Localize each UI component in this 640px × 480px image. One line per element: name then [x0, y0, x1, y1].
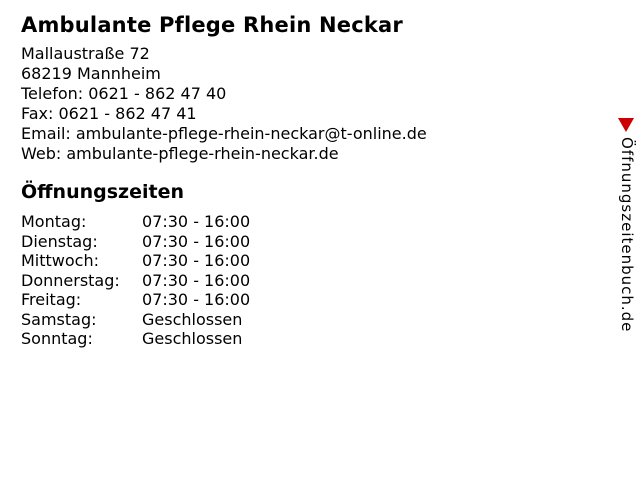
address-city-line: 68219 Mannheim	[21, 64, 161, 83]
hours-row-saturday	[21, 310, 250, 330]
hours-row-tuesday	[21, 232, 250, 252]
opening-hours-heading: Öffnungszeiten	[21, 181, 184, 203]
contact-info-block	[21, 44, 427, 164]
day-label: Mittwoch:	[21, 251, 99, 270]
web-line: Web: ambulante-pflege-rhein-neckar.de	[21, 144, 339, 163]
hours-row-sunday	[21, 329, 250, 349]
hours-value: Geschlossen	[142, 329, 243, 348]
fax-line: Fax: 0621 - 862 47 41	[21, 104, 197, 123]
day-label: Sonntag:	[21, 329, 93, 348]
address-street-line: Mallaustraße 72	[21, 44, 150, 63]
hours-row-thursday	[21, 271, 250, 291]
hours-value: 07:30 - 16:00	[142, 251, 251, 270]
phone-line: Telefon: 0621 - 862 47 40	[21, 84, 227, 103]
day-label: Dienstag:	[21, 231, 98, 251]
day-label: Samstag:	[21, 309, 97, 329]
hours-row-friday	[21, 290, 250, 310]
hours-value: 07:30 - 16:00	[142, 231, 251, 251]
opening-hours-table	[21, 212, 250, 349]
hours-value: 07:30 - 16:00	[142, 212, 251, 231]
hours-row-wednesday	[21, 251, 250, 271]
site-watermark	[617, 118, 637, 332]
site-watermark-label: Öffnungszeitenbuch.de	[618, 137, 636, 333]
hours-value: 07:30 - 16:00	[142, 270, 251, 290]
hours-value: Geschlossen	[142, 309, 243, 329]
hours-value: 07:30 - 16:00	[142, 290, 251, 309]
hours-row-monday	[21, 212, 250, 232]
email-line: Email: ambulante-pflege-rhein-neckar@t-online.de	[21, 124, 427, 143]
day-label: Freitag:	[21, 290, 82, 309]
day-label: Montag:	[21, 212, 87, 231]
brand-triangle-icon	[618, 118, 634, 132]
day-label: Donnerstag:	[21, 270, 120, 290]
business-name: Ambulante Pflege Rhein Neckar	[21, 13, 403, 37]
